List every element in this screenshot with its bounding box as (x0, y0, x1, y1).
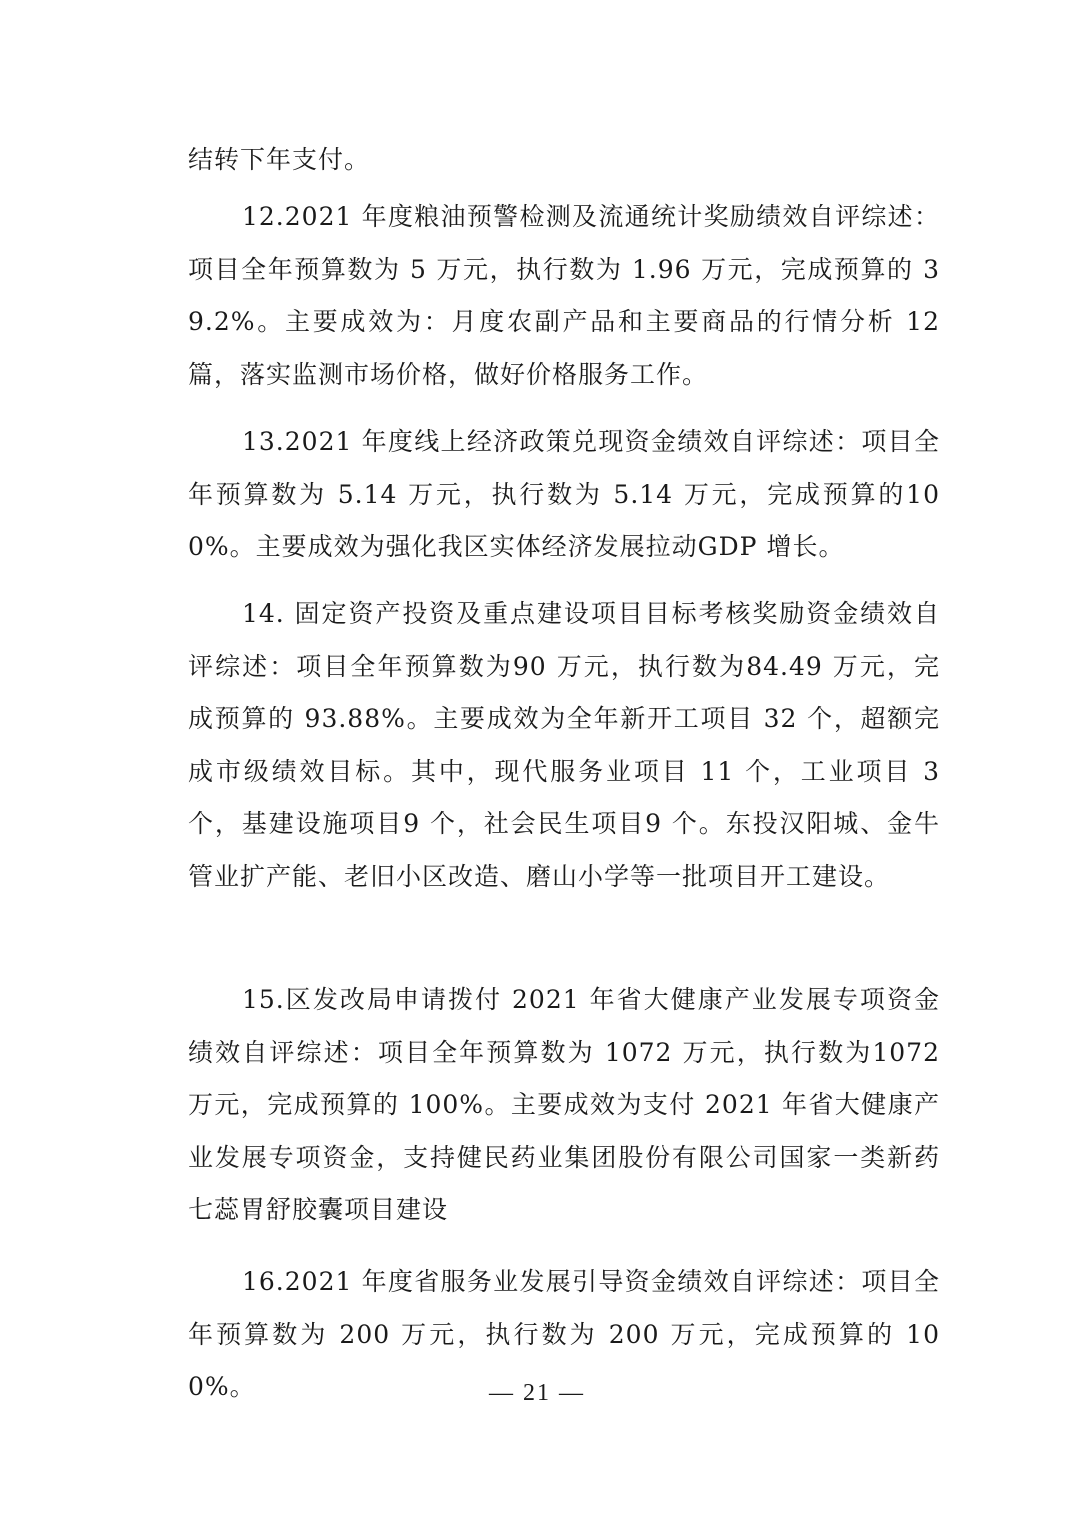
paragraph-item-14: 14. 固定资产投资及重点建设项目目标考核奖励资金绩效自评综述：项目全年预算数为90 万元，执行数为84.49 万元，完成预算的 93.88%。主要成效为全年新开工项目 32 个，超额完成市级绩效目标。其中，现代服务业项目 11 个，工业项目 3 个，基建设施项目9 个，社会民生项目9 个。东投汉阳城、金牛管业扩产能、老旧小区改造、磨山小学等一批项目开工建设。 (188, 599, 940, 891)
paragraph-item-12: 12.2021 年度粮油预警检测及流通统计奖励绩效自评综述：项目全年预算数为 5 万元，执行数为 1.96 万元，完成预算的 39.2%。主要成效为：月度农副产品和主要商品的行情分析 12 篇，落实监测市场价格，做好价格服务工作。 (188, 202, 940, 389)
page-number: — 21 — (489, 1380, 585, 1406)
paragraph-item-16: 16.2021 年度省服务业发展引导资金绩效自评综述：项目全年预算数为 200 万元，执行数为 200 万元，完成预算的 100%。 (188, 1267, 940, 1401)
paragraph-continuation: 结转下年支付。 (188, 145, 371, 174)
paragraph-item-15: 15.区发改局申请拨付 2021 年省大健康产业发展专项资金绩效自评综述：项目全年预算数为 1072 万元，执行数为1072 万元，完成预算的 100%。主要成效为支付 2021 年省大健康产业发展专项资金，支持健民药业集团股份有限公司国家一类新药七蕊胃舒胶囊项目建设 (188, 985, 940, 1224)
paragraph-item-13: 13.2021 年度线上经济政策兑现资金绩效自评综述：项目全年预算数为 5.14 万元，执行数为 5.14 万元，完成预算的100%。主要成效为强化我区实体经济发展拉动GDP 增长。 (188, 427, 940, 561)
